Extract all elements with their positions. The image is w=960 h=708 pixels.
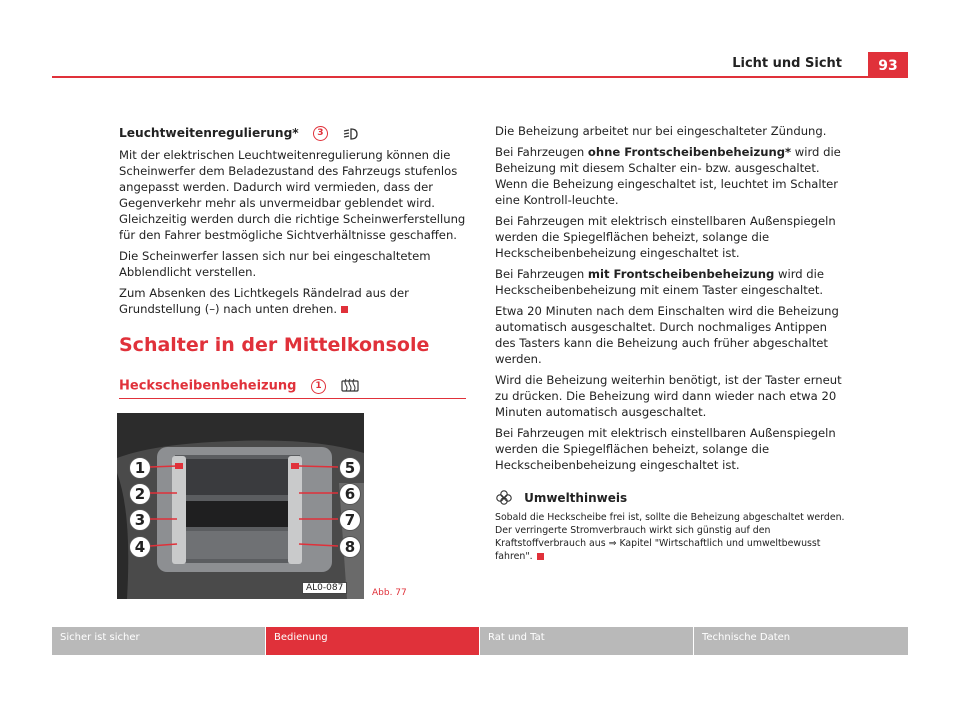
center-console-photo bbox=[117, 413, 364, 599]
footer-tab-bedienung[interactable]: Bedienung bbox=[266, 627, 479, 655]
figure-code: AL0-087 bbox=[302, 582, 347, 594]
page-number: 93 bbox=[868, 52, 908, 78]
figure-caption: Abb. 77 bbox=[372, 588, 407, 598]
footer-tab-technische-daten[interactable]: Technische Daten bbox=[694, 627, 908, 655]
right-column bbox=[495, 123, 845, 563]
end-marker bbox=[537, 553, 544, 560]
chapter-title: Schalter in der Mittelkonsole bbox=[119, 334, 430, 356]
running-title: Licht und Sicht bbox=[732, 56, 842, 71]
paragraph: Etwa 20 Minuten nach dem Einschalten wird die Beheizung automatisch ausgeschaltet. Durch nochmaliges Antippen des Tasters kann die Beheizung auch früher abgeschaltet werden. bbox=[495, 304, 839, 366]
flower-icon bbox=[495, 489, 513, 507]
footer-tab-rat-und-tat[interactable]: Rat und Tat bbox=[480, 627, 693, 655]
callout-6: 6 bbox=[339, 483, 361, 505]
env-text: Sobald die Heckscheibe frei ist, sollte die Beheizung abgeschaltet werden. Der verringerte Stromverbrauch wirkt sich günstig auf den Kraftstoffverbrauch aus ⇒ Kapitel "Wirtschaftlich und umweltbewusst fahren". bbox=[495, 511, 845, 562]
section-leuchtweite bbox=[119, 126, 466, 322]
callout-4: 4 bbox=[129, 536, 151, 558]
callout-8: 8 bbox=[339, 536, 361, 558]
rear-window-heating-icon bbox=[341, 378, 359, 394]
section-heading: Leuchtweitenregulierung* 3 bbox=[119, 126, 466, 141]
paragraph: Bei Fahrzeugen mit Frontscheibenbeheizung wird die Heckscheibenbeheizung mit einem Taster eingeschaltet. bbox=[495, 267, 825, 297]
paragraph: Bei Fahrzeugen mit elektrisch einstellbaren Außenspiegeln werden die Spiegelflächen beheizt, solange die Heckscheibenbeheizung eingeschaltet ist. bbox=[495, 214, 836, 260]
ref-marker: 3 bbox=[313, 126, 328, 141]
callout-5: 5 bbox=[339, 457, 361, 479]
callout-2: 2 bbox=[129, 483, 151, 505]
end-marker bbox=[341, 306, 348, 313]
console-illustration bbox=[117, 413, 364, 599]
paragraph: Wird die Beheizung weiterhin benötigt, ist der Taster erneut zu drücken. Die Beheizung wird dann wieder nach etwa 20 Minuten automatisch ausgeschaltet. bbox=[495, 373, 842, 419]
callout-3: 3 bbox=[129, 509, 151, 531]
callout-7: 7 bbox=[339, 509, 361, 531]
callout-1: 1 bbox=[129, 457, 151, 479]
section-rule bbox=[119, 398, 466, 399]
paragraph: Mit der elektrischen Leuchtweitenregulierung können die Scheinwerfer dem Beladezustand des Fahrzeugs stufenlos angepasst werden. Dadurch wird vermieden, dass der Gegenverkehr mehr als unvermeidbar geblendet wird. Gleichzeitig werden durch die richtige Scheinwerferstellung für den Fahrer bestmögliche Sichtverhältnisse geschaffen. bbox=[119, 148, 466, 242]
footer-tab-sicher[interactable]: Sicher ist sicher bbox=[52, 627, 265, 655]
paragraph: Bei Fahrzeugen ohne Frontscheibenbeheizung* wird die Beheizung mit diesem Schalter ein- bzw. ausgeschaltet. Wenn die Beheizung eingeschaltet ist, leuchtet im Schalter eine Kontroll-leuchte. bbox=[495, 145, 841, 207]
ref-marker: 1 bbox=[311, 379, 326, 394]
paragraph: Zum Absenken des Lichtkegels Rändelrad aus der Grundstellung (–) nach unten drehen. bbox=[119, 286, 409, 316]
env-heading: Umwelthinweis bbox=[495, 487, 845, 507]
header-rule bbox=[52, 76, 906, 78]
paragraph: Die Beheizung arbeitet nur bei eingeschalteter Zündung. bbox=[495, 124, 827, 138]
paragraph: Die Scheinwerfer lassen sich nur bei eingeschaltetem Abblendlicht verstellen. bbox=[119, 249, 431, 279]
environment-note bbox=[495, 487, 845, 563]
section-heading-heckscheibe: Heckscheibenbeheizung 1 bbox=[119, 378, 359, 394]
paragraph: Bei Fahrzeugen mit elektrisch einstellbaren Außenspiegeln werden die Spiegelflächen beheizt, solange die Heckscheibenbeheizung eingeschaltet ist. bbox=[495, 426, 836, 472]
headlight-range-icon bbox=[342, 127, 360, 141]
